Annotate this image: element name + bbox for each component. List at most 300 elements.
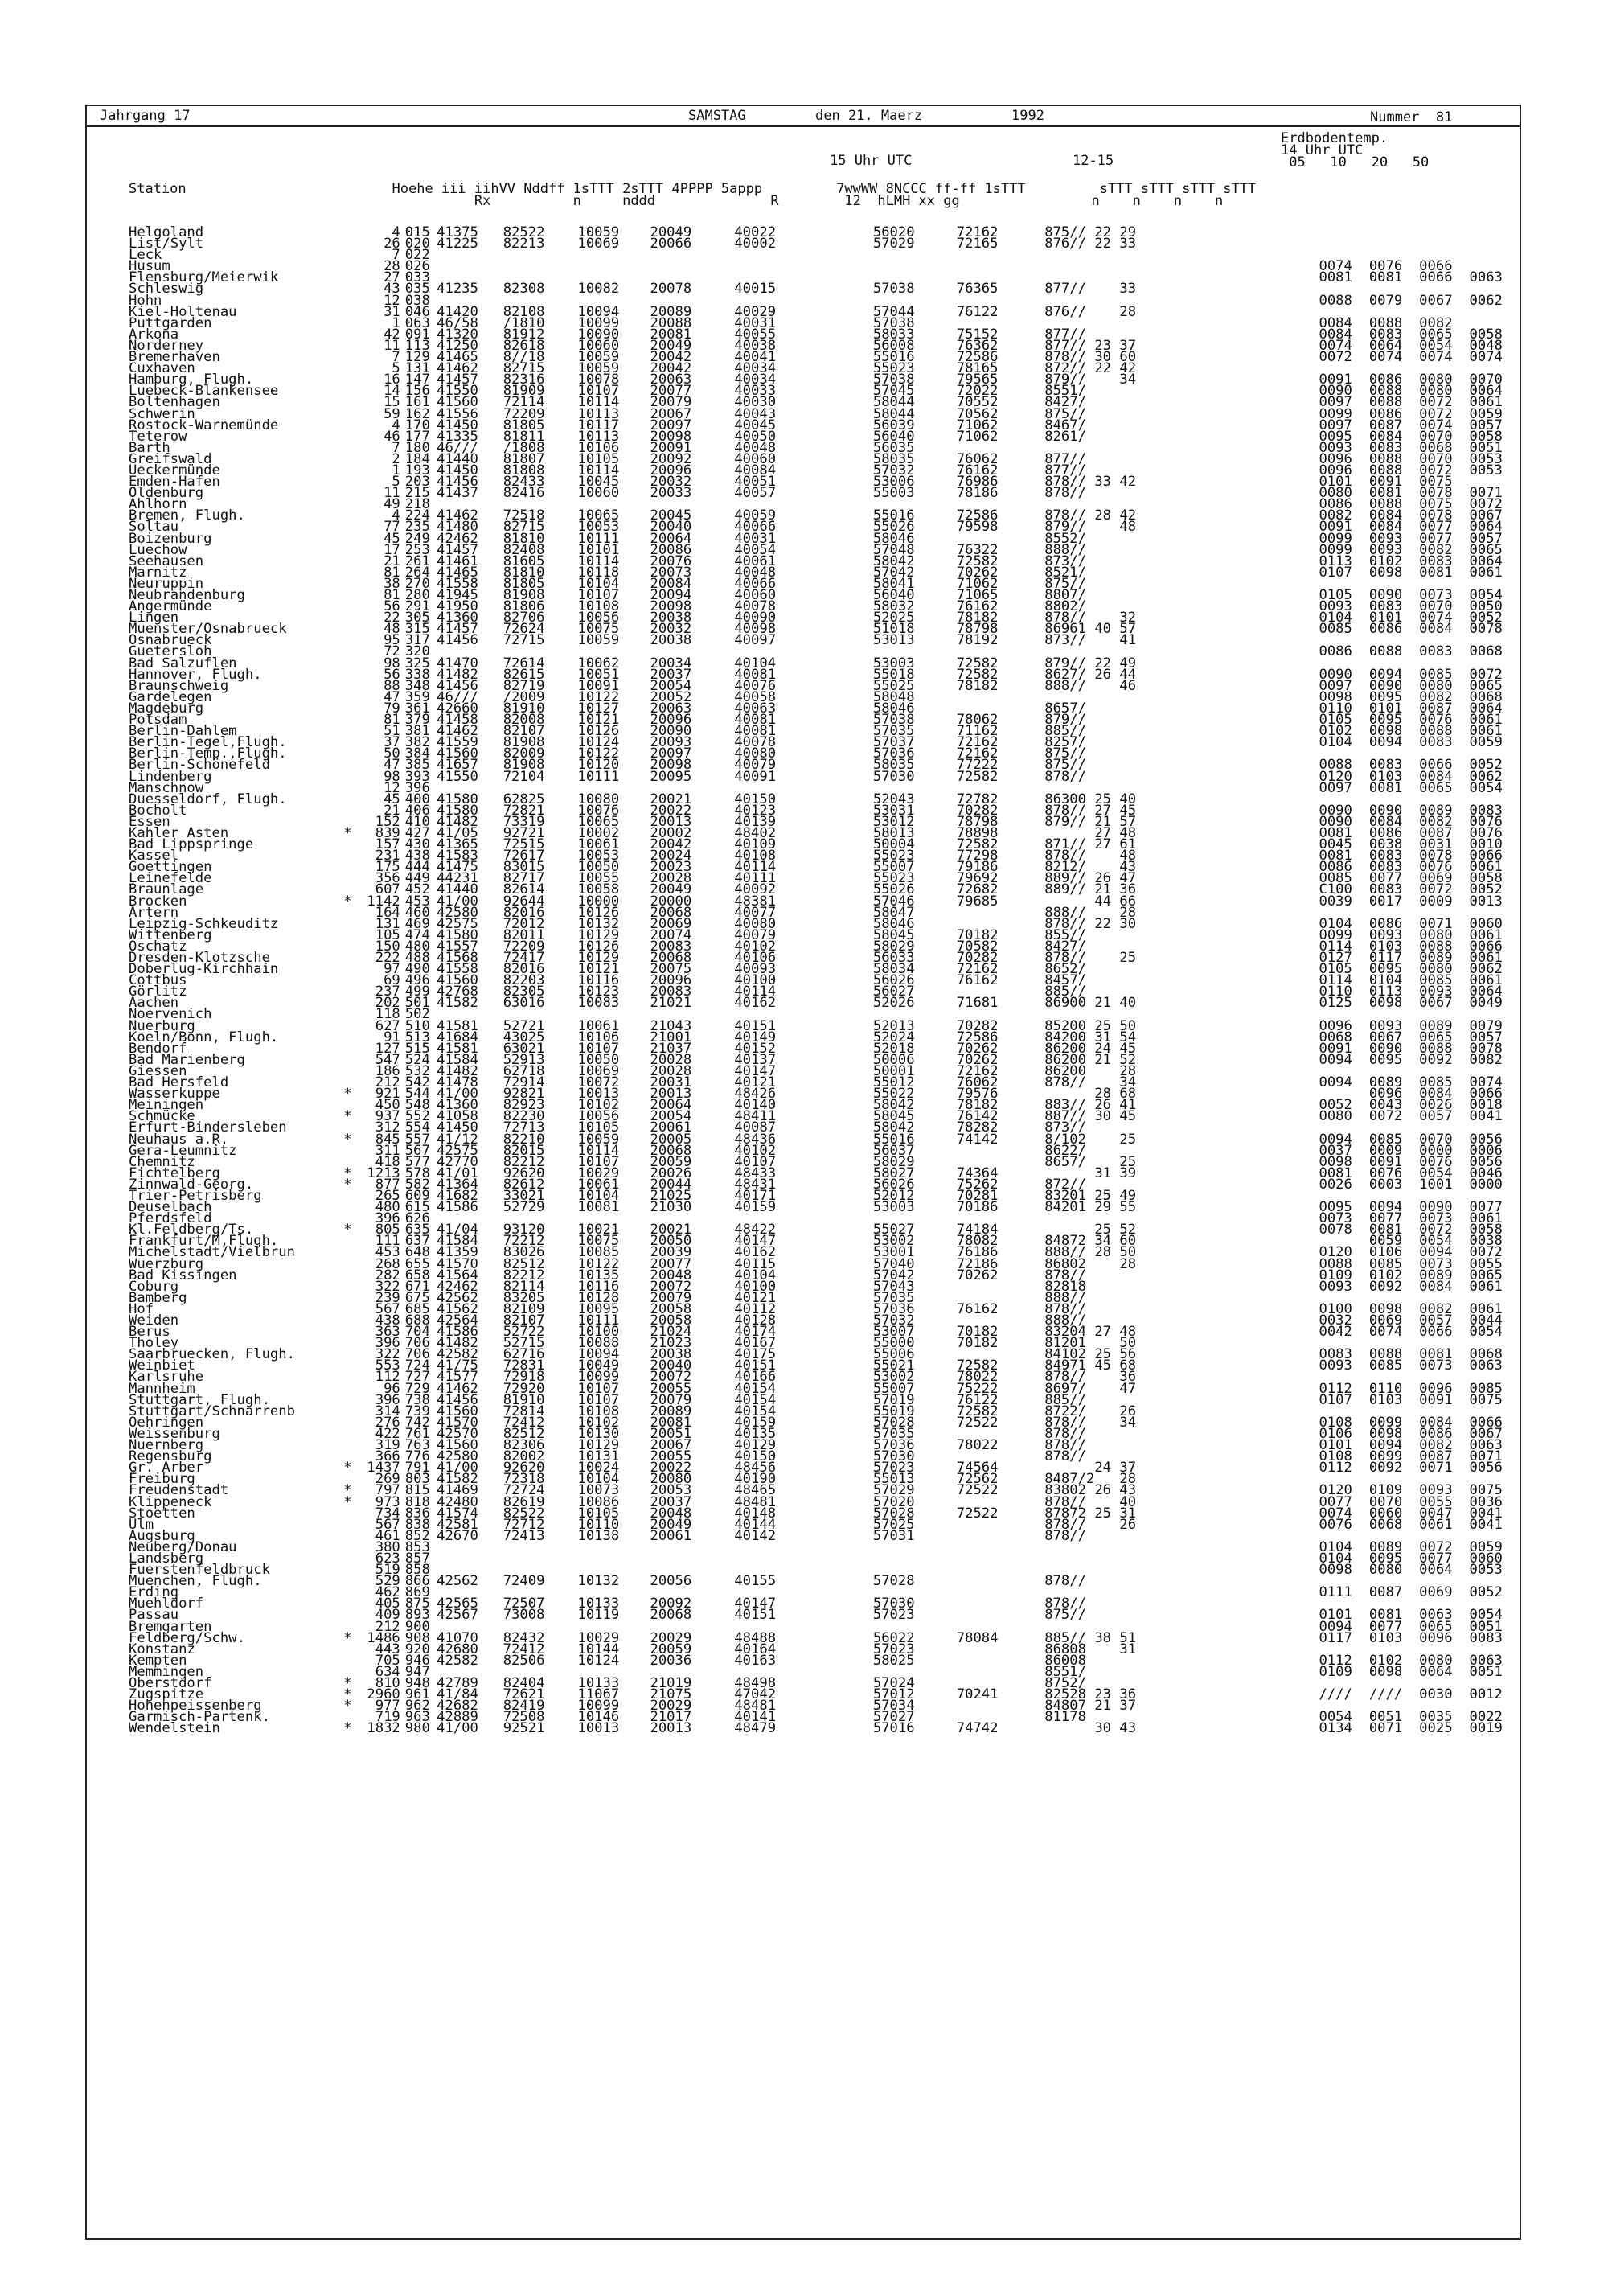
table-cell: 724: [404, 1357, 430, 1374]
station-name: Teterow: [129, 428, 187, 445]
table-cell: 878//: [1044, 474, 1086, 491]
table-cell: 76062: [956, 450, 999, 467]
table-cell: 0053: [1469, 1562, 1503, 1579]
table-cell: 0104: [1319, 915, 1352, 932]
table-row: [129, 442, 1520, 454]
table-cell: 180: [404, 439, 430, 456]
table-cell: 78022: [956, 1369, 999, 1386]
table-cell: 10060: [577, 337, 620, 354]
table-row: [129, 295, 1520, 306]
table-cell: 72409: [503, 1573, 545, 1590]
table-row: [129, 771, 1520, 782]
time-label: 15 Uhr UTC: [830, 153, 913, 169]
table-cell: 878//: [1044, 1414, 1086, 1431]
mountain-marker: [343, 714, 362, 725]
table-cell: 40038: [734, 337, 777, 354]
table-cell: 0088: [1368, 314, 1403, 331]
table-cell: 88: [384, 677, 400, 694]
table-cell: 72209: [503, 405, 545, 422]
table-cell: 0000: [1419, 1142, 1453, 1159]
table-cell: 0088: [1419, 1040, 1453, 1057]
table-cell: 56039: [872, 417, 915, 433]
table-cell: 10053: [577, 519, 620, 536]
table-cell: 0079: [1368, 292, 1403, 309]
table-cell: 0057: [1469, 530, 1503, 547]
table-cell: 0093: [1419, 984, 1453, 1000]
station-name: Angermünde: [129, 598, 212, 615]
table-cell: [1094, 725, 1271, 737]
table-cell: 878//: [1044, 768, 1086, 785]
table-row: [129, 283, 1520, 294]
table-cell: 0081: [1419, 1346, 1453, 1363]
table-cell: 20036: [650, 1652, 692, 1669]
table-cell: 20076: [650, 552, 692, 569]
table-cell: 20042: [650, 360, 692, 377]
station-name: Schmücke: [129, 1108, 195, 1125]
table-cell: [1271, 1145, 1319, 1156]
table-cell: [1369, 238, 1419, 249]
table-cell: 10108: [577, 1403, 620, 1419]
table-row: [129, 1099, 1520, 1111]
table-cell: 878//: [1044, 507, 1086, 524]
table-cell: 41950: [437, 598, 478, 615]
table-cell: 70582: [956, 938, 999, 955]
table-cell: 25 40: [1094, 791, 1137, 807]
table-cell: 21 40: [1094, 995, 1137, 1012]
table-cell: 74564: [956, 1460, 999, 1477]
table-cell: 382: [404, 734, 430, 751]
mountain-marker: [343, 782, 362, 794]
table-cell: 81810: [503, 530, 545, 547]
table-row: [129, 1122, 1520, 1133]
table-cell: 0072: [1419, 881, 1453, 898]
table-cell: 8622/: [1044, 1142, 1086, 1159]
table-cell: 79: [384, 700, 400, 717]
station-name: Manschnow: [129, 779, 204, 796]
table-cell: 0103: [1368, 768, 1403, 785]
table-cell: 0058: [1469, 870, 1503, 887]
table-cell: 0069: [1419, 870, 1453, 887]
table-cell: 41482: [437, 813, 478, 830]
station-name: Weinbiet: [129, 1357, 195, 1374]
table-row: [129, 556, 1520, 567]
table-cell: 0078: [1419, 485, 1453, 502]
table-cell: 0057: [1419, 1108, 1453, 1125]
table-cell: [1271, 1088, 1319, 1099]
table-cell: 776: [404, 1448, 430, 1465]
table-cell: 53001: [872, 1244, 915, 1261]
table-cell: [1271, 1304, 1319, 1315]
table-cell: 0095: [1319, 1199, 1352, 1216]
table-row: [129, 261, 1520, 272]
table-row: [129, 1021, 1520, 1032]
table-cell: 21 37: [1094, 1698, 1137, 1715]
table-cell: 20064: [650, 530, 692, 547]
table-cell: 12: [384, 779, 400, 796]
table-cell: 40041: [734, 349, 777, 366]
table-cell: [734, 261, 873, 272]
table-cell: 20098: [650, 428, 692, 445]
table-cell: 015: [404, 224, 430, 240]
table-cell: 547: [375, 1051, 400, 1068]
table-cell: 0112: [1319, 1652, 1352, 1669]
table-cell: 0097: [1319, 677, 1352, 694]
mountain-marker: [343, 1259, 362, 1270]
table-cell: 41058: [437, 1108, 478, 1125]
station-name: Weissenburg: [129, 1425, 220, 1442]
table-cell: 381: [404, 723, 430, 740]
table-cell: 510: [404, 1017, 430, 1034]
table-cell: 26 44: [1094, 666, 1137, 683]
table-cell: 27 45: [1094, 802, 1137, 819]
table-cell: [1419, 227, 1469, 238]
mountain-marker: [343, 374, 362, 385]
table-cell: 0110: [1319, 700, 1352, 717]
table-cell: 462: [375, 1584, 400, 1601]
table-cell: [1271, 1054, 1319, 1066]
table-cell: 40048: [734, 439, 777, 456]
table-cell: 877//: [1044, 450, 1086, 467]
table-cell: 499: [404, 984, 430, 1000]
station-name: Wasserkuppe: [129, 1086, 220, 1103]
table-cell: [1319, 227, 1368, 238]
table-cell: 10124: [577, 734, 620, 751]
table-cell: 20079: [650, 1391, 692, 1408]
table-cell: 0098: [1319, 688, 1352, 705]
table-row: [129, 409, 1520, 420]
table-cell: 706: [404, 1335, 430, 1352]
table-cell: [1271, 363, 1319, 374]
table-cell: 0003: [1368, 1176, 1403, 1193]
table-cell: 314: [375, 1403, 400, 1419]
table-cell: 325: [404, 655, 430, 672]
table-cell: 883//: [1044, 1097, 1086, 1114]
table-cell: 82717: [503, 870, 545, 887]
table-cell: 0009: [1368, 1142, 1403, 1159]
table-cell: 55023: [872, 870, 915, 887]
table-cell: 0059: [1469, 734, 1503, 751]
table-cell: 524: [404, 1051, 430, 1068]
mountain-marker: *: [343, 1720, 352, 1737]
table-cell: 57030: [872, 1448, 915, 1465]
table-cell: 72012: [503, 915, 545, 932]
table-cell: 41458: [437, 712, 478, 729]
table-cell: 1001: [1419, 1176, 1453, 1193]
table-cell: 0094: [1319, 1051, 1352, 1068]
table-cell: 40034: [734, 360, 777, 377]
table-cell: 42770: [437, 1153, 478, 1170]
table-cell: 83015: [503, 859, 545, 876]
table-cell: 82612: [503, 1176, 545, 1193]
station-name: Garmisch-Partenk.: [129, 1709, 270, 1726]
table-cell: 0085: [1368, 1131, 1403, 1148]
table-cell: 78165: [956, 360, 999, 377]
table-cell: 57012: [872, 1686, 915, 1703]
table-cell: 0061: [1469, 723, 1503, 740]
table-cell: 20028: [650, 1062, 692, 1079]
mountain-marker: [343, 396, 362, 408]
table-cell: 0041: [1469, 1516, 1503, 1533]
table-cell: 55016: [872, 349, 915, 366]
table-row: [129, 1032, 1520, 1043]
table-cell: 763: [404, 1437, 430, 1454]
table-cell: 20029: [650, 1629, 692, 1646]
table-cell: 0071: [1469, 1448, 1503, 1465]
table-cell: 43: [384, 281, 400, 298]
table-cell: 78182: [956, 677, 999, 694]
table-cell: 0086: [1319, 859, 1352, 876]
mountain-marker: [343, 759, 362, 770]
station-name: Passau: [129, 1607, 179, 1624]
table-cell: 0053: [1469, 462, 1503, 479]
table-cell: 10104: [577, 1187, 620, 1204]
mountain-marker: [343, 499, 362, 510]
table-cell: 0045: [1319, 836, 1352, 853]
table-cell: 0073: [1419, 1210, 1453, 1227]
table-row: [129, 1008, 1520, 1020]
table-cell: [1271, 1530, 1319, 1542]
table-cell: 0098: [1368, 723, 1403, 740]
table-cell: [1271, 1281, 1319, 1292]
table-cell: 47: [384, 688, 400, 705]
table-row: [129, 385, 1520, 396]
table-cell: 40076: [734, 677, 777, 694]
table-cell: 20063: [650, 700, 692, 717]
table-cell: [1271, 1575, 1319, 1587]
table-cell: 10111: [577, 768, 620, 785]
table-cell: 222: [375, 950, 400, 966]
table-row: [129, 703, 1520, 714]
table-cell: 50004: [872, 836, 915, 853]
table-cell: 72412: [503, 1414, 545, 1431]
table-cell: 0066: [1469, 938, 1503, 955]
table-cell: 0054: [1419, 1233, 1453, 1250]
table-cell: 0095: [1368, 961, 1403, 978]
table-cell: 10119: [577, 1607, 620, 1624]
table-cell: 57035: [872, 723, 915, 740]
erdboden-title: Erdbodentemp.: [1281, 130, 1389, 146]
table-cell: 93120: [503, 1222, 545, 1238]
station-name: Berus: [129, 1324, 170, 1341]
table-cell: 0091: [1368, 1153, 1403, 1170]
station-name: Flensburg/Meierwik: [129, 269, 279, 286]
table-cell: 0064: [1469, 383, 1503, 400]
table-cell: [957, 1542, 1044, 1553]
table-cell: 0058: [1469, 1222, 1503, 1238]
table-cell: 0061: [1469, 926, 1503, 943]
year: 1992: [1011, 108, 1044, 124]
table-cell: 0067: [1419, 292, 1453, 309]
table-cell: 150: [375, 938, 400, 955]
table-cell: 40155: [734, 1573, 777, 1590]
table-cell: [1271, 794, 1319, 805]
table-cell: 40092: [734, 881, 777, 898]
table-cell: 55007: [872, 1380, 915, 1397]
table-cell: 0056: [1469, 1153, 1503, 1170]
table-cell: 21 52: [1094, 1051, 1137, 1068]
table-row: [129, 431, 1520, 442]
table-cell: 72624: [503, 621, 545, 638]
table-cell: 81605: [503, 552, 545, 569]
table-cell: 57038: [872, 372, 915, 388]
mountain-marker: [343, 861, 362, 873]
table-cell: 49: [384, 496, 400, 513]
table-cell: 0062: [1469, 768, 1503, 785]
table-cell: 10128: [577, 1289, 620, 1306]
table-cell: 885//: [1044, 1629, 1086, 1646]
table-cell: 81910: [503, 700, 545, 717]
table-cell: 0104: [1319, 1538, 1352, 1555]
table-cell: 57038: [872, 712, 915, 729]
table-cell: 338: [404, 666, 430, 683]
table-row: [129, 1587, 1520, 1598]
table-cell: 41461: [437, 552, 478, 569]
table-cell: 42581: [437, 1516, 478, 1533]
table-cell: 963: [404, 1709, 430, 1726]
table-cell: 0093: [1319, 1357, 1352, 1374]
table-cell: 0088: [1319, 292, 1352, 309]
table-cell: [1094, 975, 1271, 986]
table-cell: 41582: [437, 1471, 478, 1488]
table-cell: [1271, 1440, 1319, 1451]
table-cell: 8627/: [1044, 666, 1086, 683]
table-cell: [1271, 1066, 1319, 1077]
table-cell: 282: [375, 1267, 400, 1284]
table-cell: 25 50: [1094, 1017, 1137, 1034]
table-cell: 879//: [1044, 519, 1086, 536]
station-name: Kempten: [129, 1652, 187, 1669]
table-row: [129, 1689, 1520, 1700]
table-cell: 10116: [577, 972, 620, 989]
table-cell: 83201: [1044, 1187, 1086, 1204]
table-cell: 72715: [503, 632, 545, 649]
table-cell: 0113: [1319, 552, 1352, 569]
table-cell: 0090: [1419, 1199, 1453, 1216]
table-cell: 21021: [650, 995, 692, 1012]
table-cell: [1271, 1451, 1319, 1462]
table-cell: 82109: [503, 1300, 545, 1317]
table-cell: 10121: [577, 961, 620, 978]
table-cell: 577: [404, 1153, 430, 1170]
table-cell: 0080: [1419, 926, 1453, 943]
table-cell: 0082: [1319, 507, 1352, 524]
table-cell: 41684: [437, 1029, 478, 1045]
table-cell: 20049: [650, 881, 692, 898]
table-cell: 82305: [503, 984, 545, 1000]
station-name: Brocken: [129, 893, 187, 910]
table-cell: 885//: [1044, 984, 1086, 1000]
table-cell: 0107: [1319, 564, 1352, 581]
table-cell: 41550: [437, 768, 478, 785]
table-cell: 41462: [437, 360, 478, 377]
table-row: [129, 272, 1520, 283]
table-cell: 0067: [1469, 1425, 1503, 1442]
table-row: [129, 1451, 1520, 1462]
table-cell: 22 30: [1094, 915, 1137, 932]
table-cell: 40112: [734, 1300, 777, 1317]
table-cell: 81908: [503, 757, 545, 774]
table-cell: 10107: [577, 1380, 620, 1397]
table-cell: 0064: [1469, 984, 1503, 1000]
table-cell: 0103: [1368, 1629, 1403, 1646]
table-cell: [1271, 828, 1319, 839]
table-cell: [1094, 759, 1271, 770]
table-cell: [1470, 249, 1520, 261]
table-cell: 0095: [1319, 428, 1352, 445]
table-cell: 10061: [577, 836, 620, 853]
table-cell: 41580: [437, 802, 478, 819]
table-cell: 26 43: [1094, 1482, 1137, 1499]
table-cell: [1271, 601, 1319, 612]
table-cell: 0039: [1319, 893, 1352, 910]
table-cell: 0091: [1319, 519, 1352, 536]
table-cell: 30 60: [1094, 349, 1137, 366]
table-cell: 0089: [1419, 950, 1453, 966]
table-cell: 10061: [577, 1017, 620, 1034]
table-cell: 28 50: [1094, 1244, 1137, 1261]
station-name: Oldenburg: [129, 485, 204, 502]
table-cell: 40147: [734, 1596, 777, 1612]
table-cell: 0071: [1419, 915, 1453, 932]
table-cell: 469: [404, 915, 430, 932]
table-cell: [1271, 374, 1319, 385]
table-cell: 40081: [734, 712, 777, 729]
table-cell: 41462: [437, 507, 478, 524]
table-cell: 237: [375, 984, 400, 1000]
table-cell: 42682: [437, 1698, 478, 1715]
table-cell: 21017: [650, 1709, 692, 1726]
table-cell: [1094, 431, 1271, 442]
table-cell: [1271, 646, 1319, 657]
table-cell: 0071: [1368, 1720, 1403, 1737]
table-cell: 10108: [577, 598, 620, 615]
table-cell: 46///: [437, 439, 478, 456]
table-cell: 0097: [1319, 779, 1352, 796]
table-cell: 72: [384, 643, 400, 660]
table-cell: 515: [404, 1040, 430, 1057]
station-name: Boizenburg: [129, 530, 212, 547]
table-row: [129, 963, 1520, 975]
table-cell: 20095: [650, 768, 692, 785]
mountain-marker: [343, 1417, 362, 1428]
table-cell: [1271, 396, 1319, 408]
table-row: [129, 1530, 1520, 1542]
table-cell: 20072: [650, 1369, 692, 1386]
table-cell: 0090: [1368, 587, 1403, 603]
table-cell: 10118: [577, 564, 620, 581]
table-cell: 0102: [1368, 552, 1403, 569]
table-cell: 42582: [437, 1346, 478, 1363]
table-cell: 0064: [1419, 1663, 1453, 1680]
table-cell: 235: [404, 519, 430, 536]
table-cell: 20063: [650, 372, 692, 388]
table-cell: [1271, 1315, 1319, 1326]
table-cell: 876//: [1044, 236, 1086, 253]
table-cell: 815: [404, 1482, 430, 1499]
table-cell: 40066: [734, 519, 777, 536]
table-cell: 873//: [1044, 1119, 1086, 1136]
table-cell: 10002: [577, 824, 620, 841]
table-cell: 30 43: [1094, 1720, 1137, 1737]
table-cell: 45: [384, 791, 400, 807]
table-cell: 41560: [437, 1437, 478, 1454]
table-cell: 805: [375, 1222, 400, 1238]
table-cell: [1271, 963, 1319, 975]
table-cell: 8212/: [1044, 859, 1086, 876]
table-cell: 637: [404, 1233, 430, 1250]
table-cell: 8807/: [1044, 587, 1086, 603]
table-cell: [1094, 748, 1271, 759]
